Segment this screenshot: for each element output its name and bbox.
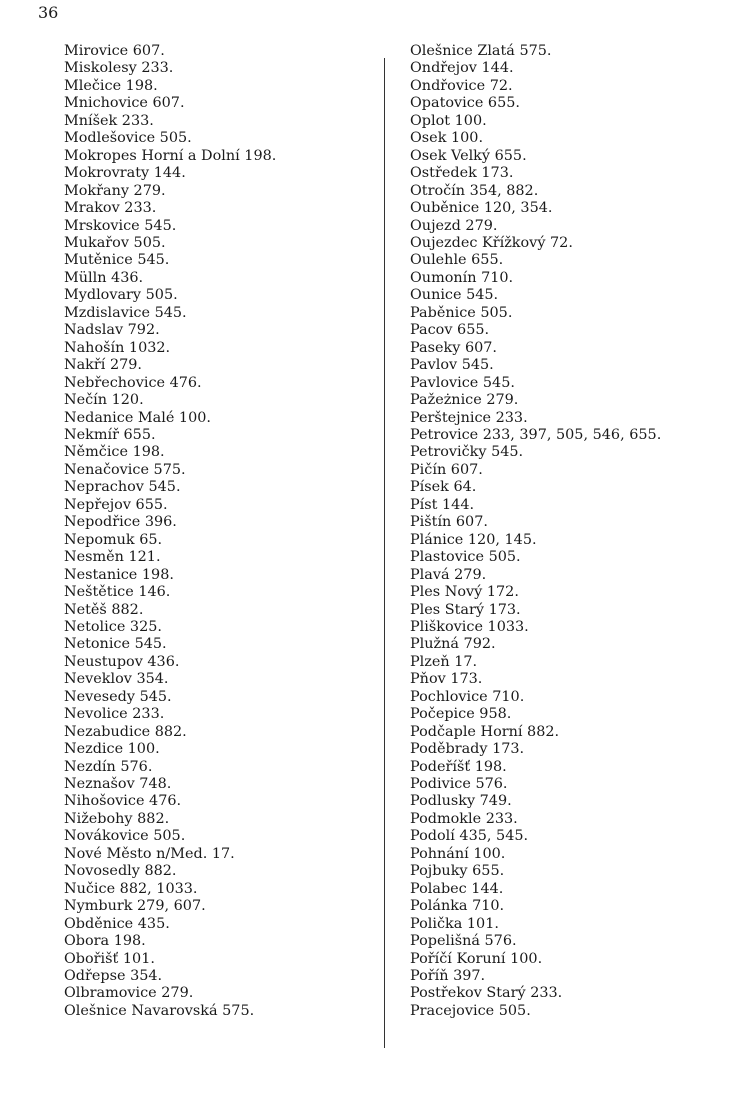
index-entry: Nezdín 576. [64,758,153,775]
index-entry: Pochlovice 710. [410,688,525,705]
index-entry: Mokřany 279. [64,182,166,199]
index-entry: Mzdislavice 545. [64,304,187,321]
index-entry: Nové Město n/Med. 17. [64,845,235,862]
index-entry: Němčice 198. [64,444,165,461]
index-entry: Nymburk 279, 607. [64,898,206,915]
index-entry: Modlešovice 505. [64,130,192,147]
index-entry: Ondřejov 144. [410,60,514,77]
index-entry: Podolí 435, 545. [410,828,529,845]
index-entry: Neprachov 545. [64,479,181,496]
index-entry: Pištín 607. [410,514,488,531]
index-entry: Mydlovary 505. [64,287,178,304]
index-entry: Popelišná 576. [410,933,517,950]
index-entry: Netěš 882. [64,601,144,618]
index-entry: Plastovice 505. [410,549,521,566]
index-entry: Nesměn 121. [64,549,161,566]
index-entry: Nihošovice 476. [64,793,182,810]
index-entry: Nahošín 1032. [64,339,171,356]
index-entry: Polánka 710. [410,898,505,915]
index-entry: Oplot 100. [410,112,487,129]
index-entry: Nestanice 198. [64,566,174,583]
index-entry: Nezdice 100. [64,741,160,758]
index-entry: Petrovičky 545. [410,444,524,461]
index-column-left [64,43,276,1020]
index-entry: Pacov 655. [410,322,490,339]
index-entry: Nenačovice 575. [64,461,186,478]
index-entry: Ples Nový 172. [410,584,519,601]
index-entry: Podlusky 749. [410,793,512,810]
index-entry: Pojbuky 655. [410,863,505,880]
index-entry: Mlečice 198. [64,77,158,94]
index-entry: Mülln 436. [64,269,144,286]
index-entry: Mrskovice 545. [64,217,177,234]
index-entry: Oujezd 279. [410,217,498,234]
index-entry: Postřekov Starý 233. [410,985,563,1002]
index-entry: Oumonín 710. [410,269,514,286]
index-column-right [410,43,661,1020]
index-entry: Odřepse 354. [64,968,163,985]
index-entry: Ouběnice 120, 354. [410,200,553,217]
index-entry: Petrovice 233, 397, 505, 546, 655. [410,426,662,443]
index-entry: Ounice 545. [410,287,499,304]
index-entry: Nučice 882, 1033. [64,880,198,897]
index-entry: Osek Velký 655. [410,147,527,164]
index-entry: Nevolice 233. [64,706,165,723]
index-entry: Nedanice Malé 100. [64,409,211,426]
index-entry: Obděnice 435. [64,915,170,932]
index-entry: Počepice 958. [410,706,512,723]
index-entry: Mokropes Horní a Dolní 198. [64,147,277,164]
index-entry: Nebřechovice 476. [64,374,202,391]
index-entry: Mrakov 233. [64,200,157,217]
index-entry: Plánice 120, 145. [410,531,537,548]
index-entry: Novákovice 505. [64,828,186,845]
index-entry: Pažeżnice 279. [410,392,519,409]
index-entry: Nečín 120. [64,392,144,409]
index-entry: Netonice 545. [64,636,167,653]
index-entry: Otročín 354, 882. [410,182,539,199]
index-entry: Obora 198. [64,933,146,950]
index-entry: Polabec 144. [410,880,504,897]
index-entry: Podivice 576. [410,776,508,793]
index-entry: Nekmíř 655. [64,426,156,443]
index-entry: Ostředek 173. [410,165,514,182]
index-entry: Polička 101. [410,915,499,932]
index-entry: Plužná 792. [410,636,496,653]
index-entry: Perštejnice 233. [410,409,528,426]
index-entry: Nadslav 792. [64,322,160,339]
index-entry: Pavlovice 545. [410,374,515,391]
index-entry: Novosedly 882. [64,863,177,880]
index-entry: Podeříšť 198. [410,758,507,775]
index-entry: Olešnice Zlatá 575. [410,43,552,59]
index-entry: Písek 64. [410,479,477,496]
index-entry: Neznašov 748. [64,776,172,793]
index-entry: Podmokle 233. [410,810,518,827]
index-entry: Oujezdec Křížkový 72. [410,234,573,251]
index-entry: Mníšek 233. [64,112,154,129]
index-entry: Nezabudice 882. [64,723,187,740]
index-entry: Neustupov 436. [64,653,180,670]
index-entry: Nevesedy 545. [64,688,172,705]
index-entry: Netolice 325. [64,618,162,635]
index-entry: Mutěnice 545. [64,252,170,269]
index-entry: Olbramovice 279. [64,985,194,1002]
index-entry: Píst 144. [410,496,475,513]
index-entry: Pohnání 100. [410,845,506,862]
index-entry: Neštětice 146. [64,584,171,601]
index-entry: Neveklov 354. [64,671,169,688]
index-entry: Ples Starý 173. [410,601,521,618]
index-entry: Nepomuk 65. [64,531,163,548]
index-entry: Oulehle 655. [410,252,504,269]
index-entry: Podčaple Horní 882. [410,723,560,740]
index-entry: Paběnice 505. [410,304,513,321]
index-entry: Pňov 173. [410,671,483,688]
index-entry: Pičín 607. [410,461,483,478]
index-entry: Plzeň 17. [410,653,478,670]
index-entry: Poděbrady 173. [410,741,525,758]
index-entry: Obořišť 101. [64,950,155,967]
column-divider [384,58,385,1048]
index-entry: Osek 100. [410,130,484,147]
index-entry: Nakří 279. [64,357,142,374]
index-entry: Miskolesy 233. [64,60,174,77]
index-entry: Poříčí Koruní 100. [410,950,543,967]
index-entry: Mukařov 505. [64,234,166,251]
index-entry: Mnichovice 607. [64,95,185,112]
index-entry: Mokrovraty 144. [64,165,186,182]
index-entry: Olešnice Navarovská 575. [64,1002,255,1019]
index-entry: Opatovice 655. [410,95,520,112]
index-entry: Pavlov 545. [410,357,494,374]
index-entry: Paseky 607. [410,339,497,356]
index-entry: Mirovice 607. [64,43,165,59]
page-number: 36 [38,3,59,22]
index-entry: Nepřejov 655. [64,496,168,513]
index-entry: Nepodřice 396. [64,514,177,531]
index-entry: Pliškovice 1033. [410,618,529,635]
index-entry: Nižebohy 882. [64,810,170,827]
index-entry: Plavá 279. [410,566,487,583]
index-entry: Poříň 397. [410,968,486,985]
index-entry: Ondřovice 72. [410,77,513,94]
index-entry: Pracejovice 505. [410,1002,531,1019]
